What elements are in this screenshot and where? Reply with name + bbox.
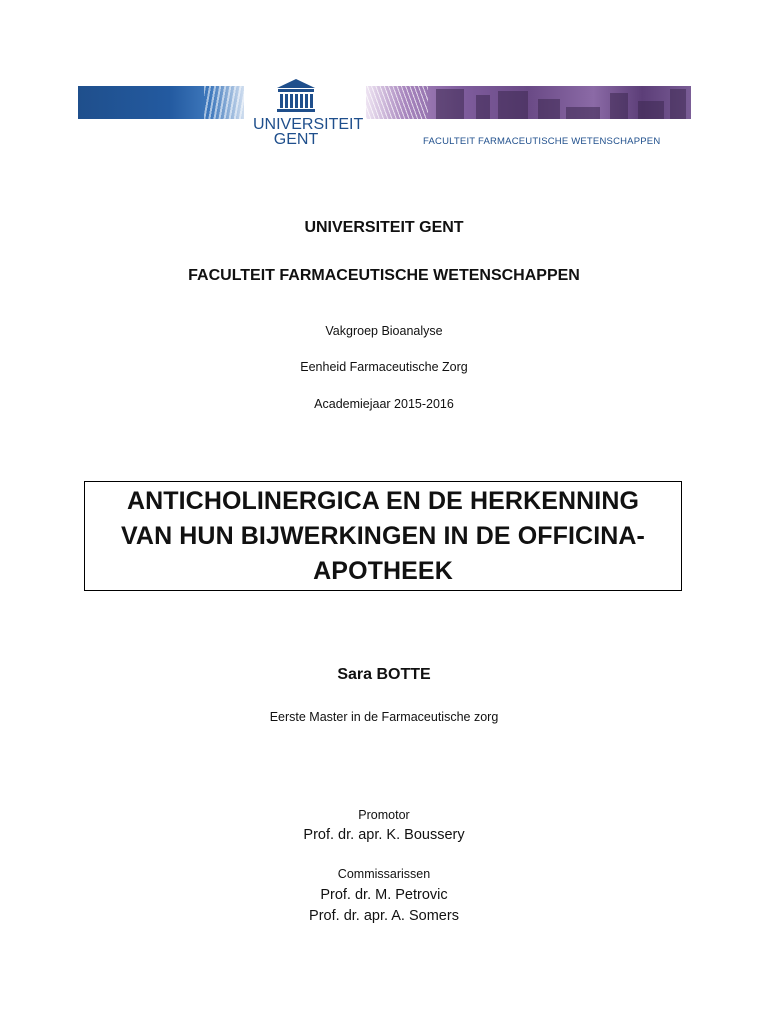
author-name: Sara BOTTE <box>337 666 431 683</box>
building-icon <box>253 76 339 116</box>
banner-faculty-label: FACULTEIT FARMACEUTISCHE WETENSCHAPPEN <box>423 136 661 147</box>
university-name: UNIVERSITEIT GENT <box>304 219 464 236</box>
thesis-title-line1: ANTICHOLINERGICA EN DE HERKENNING <box>126 486 640 515</box>
academic-year: Academiejaar 2015-2016 <box>314 397 454 411</box>
department-name: Vakgroep Bioanalyse <box>325 324 443 338</box>
program-name: Eerste Master in de Farmaceutische zorg <box>269 710 499 724</box>
thesis-title-line3: APOTHEEK <box>313 556 453 585</box>
header-banner-right <box>366 86 691 119</box>
commissioner-name: Prof. dr. apr. A. Somers <box>309 908 459 924</box>
faculty-name: FACULTEIT FARMACEUTISCHE WETENSCHAPPEN <box>188 267 580 284</box>
commissioner-name: Prof. dr. M. Petrovic <box>320 887 448 903</box>
promotor-label: Promotor <box>358 808 410 822</box>
thesis-title-box <box>84 481 682 591</box>
promotor-name: Prof. dr. apr. K. Boussery <box>303 827 465 843</box>
header-banner-left <box>78 86 244 119</box>
thesis-title-line2: VAN HUN BIJWERKINGEN IN DE OFFICINA- <box>121 521 645 550</box>
thesis-title <box>103 484 663 589</box>
unit-name: Eenheid Farmaceutische Zorg <box>300 360 468 374</box>
logo-text-line1: UNIVERSITEIT <box>253 116 364 133</box>
logo-text-line2: GENT <box>273 131 319 148</box>
commissioners-label: Commissarissen <box>337 867 431 881</box>
